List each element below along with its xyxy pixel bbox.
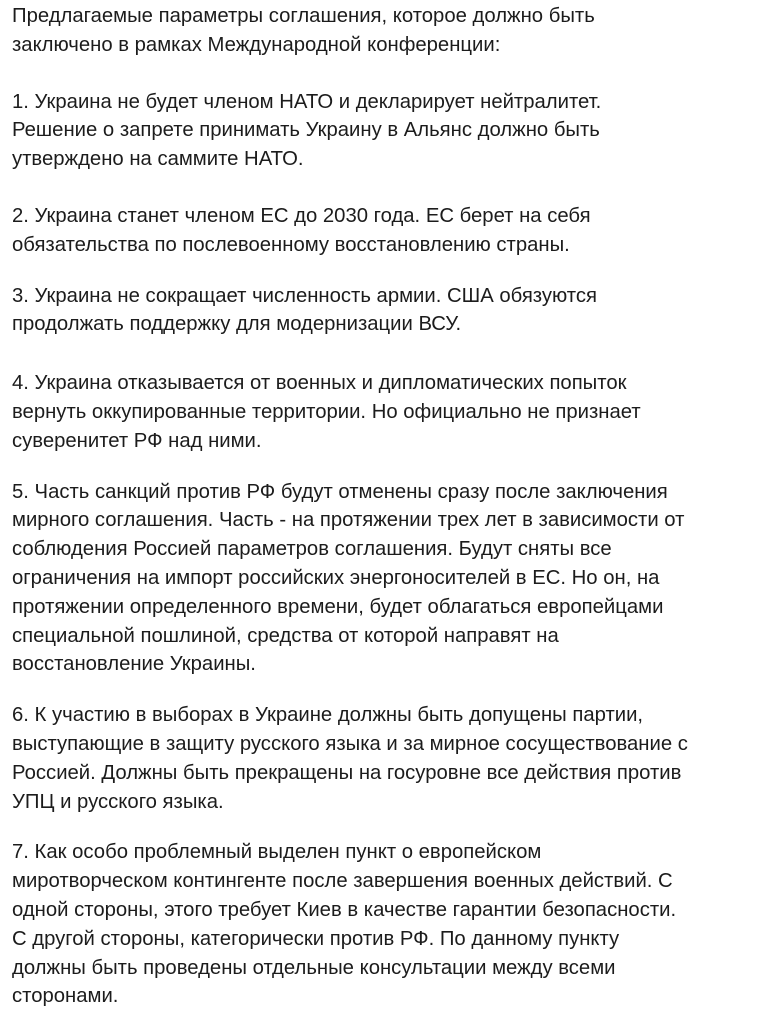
point-3-paragraph: 3. Украина не сокращает численность армии. США обязуются продолжать поддержку для модернизации ВСУ. xyxy=(12,284,597,336)
document-body xyxy=(12,0,757,1011)
point-5-paragraph: 5. Часть санкций против РФ будут отменены сразу после заключения мирного соглашения. Часть - на протяжении трех лет в зависимости от соблюдения Россией параметров соглашения. Будут сняты все ограничения на импорт российских энергоносителей в ЕС. Но он, на протяжении определенного времени, будет облагаться европейцами специальной пошлиной, средства от которой направят на восстановление Украины. xyxy=(12,480,685,676)
point-4-paragraph: 4. Украина отказывается от военных и дипломатических попыток вернуть оккупированные территории. Но официально не признает суверенитет РФ над ними. xyxy=(12,372,641,452)
point-1-paragraph: 1. Украина не будет членом НАТО и декларирует нейтралитет. Решение о запрете принимать Украину в Альянс должно быть утверждено на саммите НАТО. xyxy=(12,90,602,171)
point-7-paragraph: 7. Как особо проблемный выделен пункт о европейском миротворческом контингенте после завершения военных действий. С одной стороны, этого требует Киев в качестве гарантии безопасности. С другой стороны, категорически против РФ. По данному пункту должны быть проведены отдельные консультации между всеми сторонами. xyxy=(12,841,677,1008)
point-6-paragraph: 6. К участию в выборах в Украине должны быть допущены партии, выступающие в защиту русского языка и за мирное сосуществование с Россией. Должны быть прекращены на госуровне все действия против УПЦ и русского языка. xyxy=(12,704,688,813)
intro-paragraph: Предлагаемые параметры соглашения, которое должно быть заключено в рамках Международной конференции: xyxy=(12,5,595,56)
point-2-paragraph: 2. Украина станет членом ЕС до 2030 года. ЕС берет на себя обязательства по послевоенному восстановлению страны. xyxy=(12,204,591,256)
